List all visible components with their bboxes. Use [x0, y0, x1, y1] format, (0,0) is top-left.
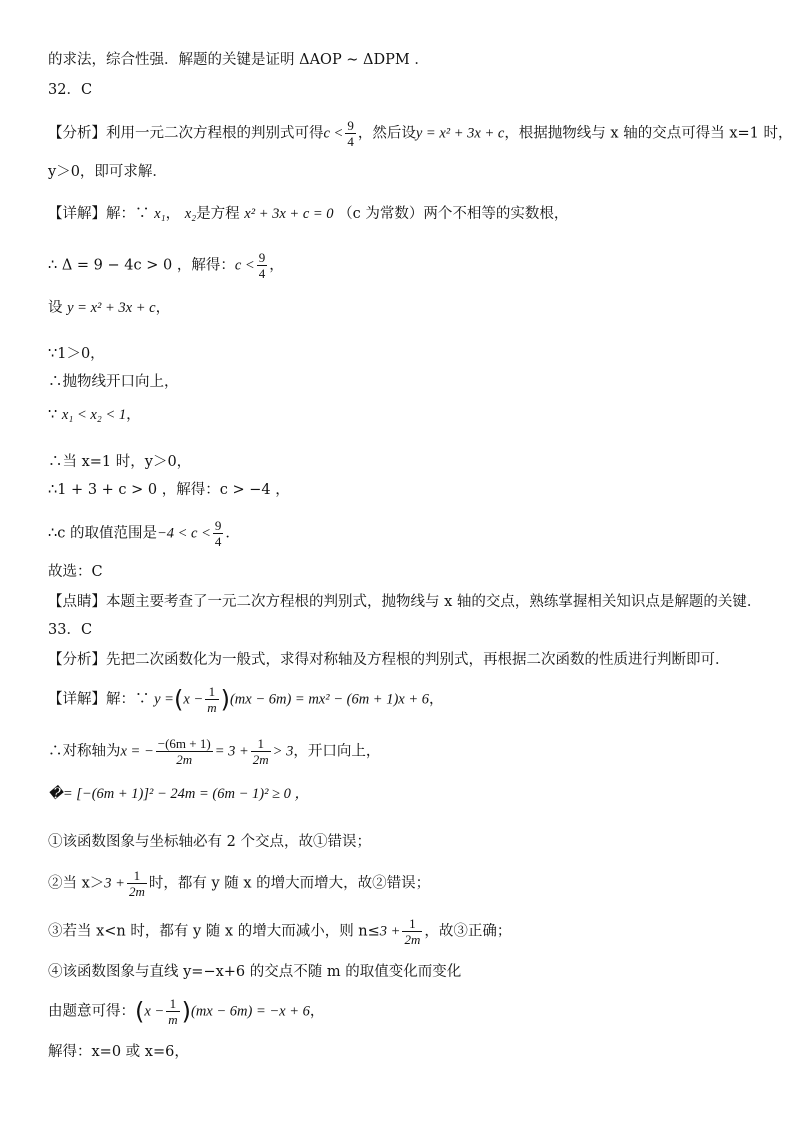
fraction: $\frac{1}{2m}$ [404, 916, 421, 947]
math-inline: x = − [120, 743, 154, 760]
text-segment: 由题意可得： [48, 1003, 135, 1020]
paren-right: ) [181, 997, 191, 1026]
fraction: $\frac{1}{m}$ [168, 996, 178, 1027]
math-inline: x₁ < x₂ < 1 [61, 407, 127, 423]
statement-line: ①该函数图象与坐标轴必有 2 个交点，故①错误； [48, 834, 371, 850]
math-inline: (mx − 6m) = −x + 6 [191, 1003, 310, 1020]
text-segment: ∴ Δ = 9 − 4c > 0 ，解得： [48, 257, 235, 274]
text-segment: 时，都有 y 随 x 的增大而增大，故②错误； [148, 875, 431, 892]
text-segment: ，故③正确； [424, 923, 512, 940]
paren-left: ( [173, 685, 184, 714]
analysis-line: y＞0，即可求解． [48, 164, 167, 180]
math-inline: x − [183, 691, 204, 708]
fraction: $\frac{1}{m}$ [207, 684, 217, 715]
analysis-line [48, 118, 793, 149]
math-inline: > 3 [272, 743, 294, 760]
math-inline: c < [234, 257, 255, 274]
math-inline: (mx − 6m) = mx² − (6m + 1)x + 6 [229, 691, 429, 708]
statement-line: ④该函数图象与直线 y=−x+6 的交点不随 m 的取值变化而变化 [48, 964, 462, 980]
detail-line [48, 298, 760, 318]
text-segment: ∴对称轴为 [48, 743, 121, 760]
answer-line: 故选：C [48, 564, 103, 580]
detail-line [48, 996, 760, 1027]
math-inline: �= [−(6m + 1)]² − 24m = (6m − 1)² ≥ 0 ， [48, 786, 309, 802]
detail-line [48, 784, 760, 804]
fraction: $\frac{9}{4}$ [258, 250, 266, 281]
math-inline: x − [144, 1003, 165, 1020]
text-segment: ③若当 x<n 时，都有 y 随 x 的增大而减小，则 n≤ [48, 923, 380, 940]
text-segment: ，根据抛物线与 x 轴的交点可得当 x=1 时， [504, 125, 793, 142]
text-line: 的求法，综合性强．解题的关键是证明 ΔAOP ∼ ΔDPM ． [48, 52, 429, 68]
detail-line [48, 250, 760, 281]
math-inline: y = [154, 691, 174, 708]
text-segment: ②当 x＞ [48, 875, 105, 892]
detail-line [48, 204, 760, 224]
text-segment: ， [269, 257, 284, 274]
math-inline: c < [323, 125, 344, 142]
paren-left: ( [135, 997, 145, 1026]
question-heading: 33．C [48, 622, 93, 638]
text-segment: 【分析】利用一元二次方程根的判别式可得 [48, 125, 324, 142]
text-segment: ， [309, 1003, 325, 1020]
paren-right: ) [220, 685, 230, 714]
text-segment: ∴c 的取值范围是 [48, 525, 157, 542]
math-inline: y = x² + 3x + c [67, 300, 156, 316]
math-inline: x₁ [154, 206, 166, 222]
text-segment: 设 [48, 300, 63, 316]
text-segment: ， [165, 206, 181, 222]
question-heading: 32．C [48, 82, 93, 98]
text-segment: ∵ [48, 407, 58, 423]
fraction: $\frac{-(6m + 1)}{2m}$ [157, 736, 211, 767]
analysis-line: 【分析】先把二次函数化为一般式，求得对称轴及方程根的判别式，再根据二次函数的性质进行判断即可． [48, 652, 730, 668]
detail-line: ∴抛物线开口向上， [48, 374, 179, 390]
fraction: $\frac{9}{4}$ [214, 518, 222, 549]
comment-line: 【点睛】本题主要考查了一元二次方程根的判别式，抛物线与 x 轴的交点，熟练掌握相关知识点是解题的关键． [48, 594, 762, 610]
text-segment: 是方程 [196, 206, 240, 222]
text-segment: 【详解】解：∵ [48, 206, 150, 222]
math-inline: −4 < c < [156, 525, 211, 542]
math-inline: 3 + [104, 875, 125, 892]
text-segment: ． [225, 525, 240, 542]
text-segment: ， [126, 407, 141, 423]
detail-line [48, 736, 760, 767]
text-segment: ，开口向上， [293, 743, 381, 760]
math-inline: 3 + [379, 923, 401, 940]
text-segment: ， [429, 691, 444, 708]
math-inline: x₂ [184, 206, 197, 222]
detail-line: 解得：x=0 或 x=6， [48, 1044, 189, 1060]
math-inline: y = x² + 3x + c [415, 125, 505, 142]
statement-line [48, 868, 760, 899]
statement-line [48, 916, 760, 947]
detail-line: ∴当 x=1 时，y＞0， [48, 454, 192, 470]
detail-line [48, 405, 760, 425]
text-segment: （c 为常数）两个不相等的实数根， [338, 206, 569, 222]
detail-line [48, 518, 760, 549]
fraction: $\frac{1}{2m}$ [128, 868, 145, 899]
text-segment: 【详解】解：∵ [48, 691, 150, 708]
math-inline: x² + 3x + c = 0 [244, 206, 334, 222]
math-inline: = 3 + [214, 743, 249, 760]
detail-line [48, 684, 760, 715]
detail-line: ∴1 + 3 + c > 0 ，解得：c > −4 ， [48, 482, 290, 498]
fraction: $\frac{9}{4}$ [347, 118, 354, 149]
text-segment: ， [155, 300, 171, 316]
detail-line: ∵1＞0， [48, 346, 105, 362]
text-segment: ，然后设 [357, 125, 416, 142]
fraction: $\frac{1}{2m}$ [252, 736, 269, 767]
